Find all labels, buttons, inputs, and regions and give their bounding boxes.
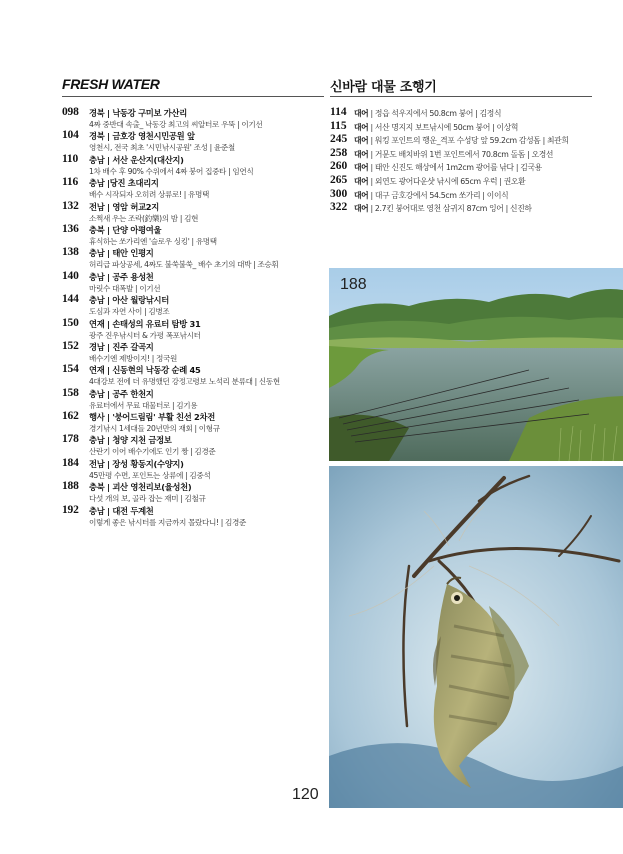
page-ref: 140 xyxy=(62,269,79,282)
page-ref: 184 xyxy=(62,456,79,469)
page-ref: 188 xyxy=(62,480,79,493)
section-title-big-fish: 신바람 대물 조행기 xyxy=(330,80,437,95)
toc-entry[interactable] xyxy=(62,410,324,433)
page-ref: 192 xyxy=(62,503,79,516)
category-label: 대어 xyxy=(354,204,369,214)
entry-subtitle: 광주 진우낚시터 & 가평 폭포낚시터 xyxy=(89,330,201,340)
toc-entry[interactable] xyxy=(62,340,324,363)
entry-heading: 경남 | 진주 갈곡지 xyxy=(89,341,154,352)
toc-entry[interactable] xyxy=(62,457,324,480)
report-text: | 거문도 배치바위 1번 포인트에서 70.8cm 돌돔 | 오경선 xyxy=(368,149,554,159)
report-row[interactable] xyxy=(330,160,600,174)
entry-subtitle: 마릿수 대폭발 | 이기선 xyxy=(89,283,161,293)
entry-subtitle: 이렇게 좋은 낚시터를 지금까지 몰랐다니! | 김경준 xyxy=(89,517,246,527)
entry-subtitle: 영천시, 전국 최초 '시민낚시공원' 조성 | 윤준철 xyxy=(89,143,235,153)
section-title-fresh-water: FRESH WATER xyxy=(62,76,160,92)
page-ref: 115 xyxy=(330,119,347,132)
toc-entry[interactable] xyxy=(62,270,324,293)
toc-entry[interactable] xyxy=(62,129,324,152)
entry-heading: 연재 | 신동현의 낙동강 순례 45 xyxy=(89,365,201,376)
page-ref: 258 xyxy=(330,146,348,159)
report-row[interactable] xyxy=(330,201,600,215)
report-row[interactable] xyxy=(330,106,600,120)
entry-heading: 충남 |당진 초대리지 xyxy=(89,178,159,189)
entry-subtitle: 유료터에서 무료 대물터로 | 김기용 xyxy=(89,400,198,410)
entry-heading: 충남 | 서산 운산지(대산지) xyxy=(89,154,184,165)
page-ref: 150 xyxy=(62,316,79,329)
toc-entries xyxy=(62,106,324,527)
page-ref: 132 xyxy=(62,199,79,212)
title-divider xyxy=(62,96,324,97)
entry-subtitle: 4짜 중반대 속출_ 낙동강 최고의 씨알터로 우뚝 | 이기선 xyxy=(89,120,263,129)
page-ref: 245 xyxy=(330,133,348,146)
page-ref: 138 xyxy=(62,246,79,259)
entry-subtitle: 1차 배수 후 90% 수위에서 4짜 붕어 집중타 | 임연식 xyxy=(89,166,254,176)
report-row[interactable] xyxy=(330,120,600,134)
entry-subtitle: 다섯 개의 보, 골라 잡는 재미 | 김철규 xyxy=(89,494,206,504)
bluegill-on-branch-image xyxy=(329,466,623,808)
reservoir-photo[interactable] xyxy=(329,268,623,461)
category-label: 대어 xyxy=(354,190,369,200)
toc-entry[interactable] xyxy=(62,504,324,527)
entry-heading: 전남 | 영암 허교2지 xyxy=(89,201,159,212)
category-label: 대어 xyxy=(354,163,369,173)
page-ref: 144 xyxy=(62,293,79,306)
page-ref: 116 xyxy=(62,176,79,189)
page-ref: 162 xyxy=(62,410,79,423)
toc-entry[interactable] xyxy=(62,200,324,223)
fish-photo[interactable] xyxy=(329,466,623,808)
report-row[interactable] xyxy=(330,174,600,188)
entry-subtitle: 4대강보 전에 더 유명했던 강정고령보 노석리 분류대 | 신동현 xyxy=(89,377,280,387)
toc-entry[interactable] xyxy=(62,246,324,269)
entry-heading: 충남 | 태안 인평지 xyxy=(89,248,154,259)
entry-heading: 충남 | 아산 월랑낚시터 xyxy=(89,295,169,306)
page-ref: 322 xyxy=(330,201,348,214)
report-text: | 워킹 포인트의 행운_격포 수성당 앞 59.2cm 감성돔 | 최관희 xyxy=(368,136,569,146)
entry-subtitle: 45만평 수면, 포인트는 상류에 | 김중석 xyxy=(89,470,211,480)
fresh-water-toc xyxy=(62,76,324,527)
toc-entry[interactable] xyxy=(62,363,324,386)
page-ref: 154 xyxy=(62,363,79,376)
entry-heading: 충남 | 공주 한천지 xyxy=(89,388,154,399)
page-ref: 152 xyxy=(62,339,79,352)
entry-heading: 충남 | 청양 지천 금정보 xyxy=(89,435,172,446)
page-ref: 110 xyxy=(62,152,79,165)
category-label: 대어 xyxy=(354,149,369,159)
toc-entry[interactable] xyxy=(62,106,324,129)
entry-subtitle: 소쩍새 우는 조락(釣樂)의 밤 | 김현 xyxy=(89,213,199,223)
report-row[interactable] xyxy=(330,147,600,161)
page-ref: 300 xyxy=(330,187,348,200)
page-ref: 098 xyxy=(62,106,79,118)
entry-heading: 충남 | 대전 두계천 xyxy=(89,505,154,516)
toc-entry[interactable] xyxy=(62,433,324,456)
reservoir-landscape-image xyxy=(329,268,623,461)
entry-heading: 연재 | 손태성의 유료터 탐방 31 xyxy=(89,318,201,329)
report-text: | 태안 신진도 해상에서 1m2cm 광어를 낚다 | 김국용 xyxy=(368,163,542,173)
entry-subtitle: 휴식하는 쏘가리엔 '슬로우 싱킹' | 유명택 xyxy=(89,236,217,246)
report-row[interactable] xyxy=(330,188,600,202)
report-text: | 대구 금호강에서 54.5cm 쏘가리 | 이이식 xyxy=(368,190,509,200)
category-label: 대어 xyxy=(354,176,369,186)
page-ref: 158 xyxy=(62,386,79,399)
toc-entry[interactable] xyxy=(62,317,324,340)
toc-entry[interactable] xyxy=(62,387,324,410)
entry-heading: 전남 | 장성 황동지(수양지) xyxy=(89,458,184,469)
report-text: | 서산 명지지 보트낚시에 50cm 붕어 | 이상혁 xyxy=(368,122,519,132)
category-label: 대어 xyxy=(354,136,369,146)
entry-heading: 충남 | 공주 용성천 xyxy=(89,271,154,282)
entry-subtitle: 배수기엔 제방이지! | 정국원 xyxy=(89,353,177,363)
page-ref: 114 xyxy=(330,106,347,118)
entry-subtitle: 경기낚시 1세대들 20년만의 재회 | 이형규 xyxy=(89,424,220,434)
photo-page-ref: 188 xyxy=(340,276,367,293)
toc-entry[interactable] xyxy=(62,480,324,503)
report-list xyxy=(330,106,600,215)
entry-subtitle: 허리급 파상공세, 4짜도 불쑥불쑥_ 배수 초기의 대박 | 조승휘 xyxy=(89,260,279,270)
big-fish-report-toc xyxy=(330,76,592,214)
entry-subtitle: 배수 시작되자 오히려 상류로! | 유명택 xyxy=(89,190,210,200)
report-text: | 2.7킨 붕어대로 영천 삼귀지 87cm 잉어 | 신진하 xyxy=(368,204,532,214)
report-row[interactable] xyxy=(330,133,600,147)
page-number: 120 xyxy=(292,786,319,803)
category-label: 대어 xyxy=(354,109,369,118)
toc-entry[interactable] xyxy=(62,153,324,176)
page-ref: 136 xyxy=(62,222,79,235)
page-ref: 260 xyxy=(330,160,348,173)
report-text: | 정읍 석우지에서 50.8cm 붕어 | 김정식 xyxy=(368,109,502,118)
entry-heading: 경북 | 금호강 영천시민공원 앞 xyxy=(89,131,195,142)
entry-subtitle: 도심과 자연 사이 | 김병조 xyxy=(89,307,170,317)
toc-entry[interactable] xyxy=(62,293,324,316)
page-ref: 178 xyxy=(62,433,79,446)
entry-heading: 행사 | '붕어드림림' 부활 친선 2차전 xyxy=(89,412,215,423)
page-ref: 265 xyxy=(330,173,348,186)
category-label: 대어 xyxy=(354,122,369,132)
toc-entry[interactable] xyxy=(62,223,324,246)
report-text: | 외연도 광어다운샷 낚시에 65cm 우럭 | 권오환 xyxy=(368,176,526,186)
toc-entry[interactable] xyxy=(62,176,324,199)
entry-subtitle: 산란기 이어 배수기에도 인기 짱 | 김경준 xyxy=(89,447,216,457)
entry-heading: 충북 | 괴산 영천리보(율성천) xyxy=(89,482,192,493)
page-ref: 104 xyxy=(62,129,79,142)
title-divider xyxy=(330,96,592,97)
entry-heading: 충북 | 단양 아평여울 xyxy=(89,224,162,235)
entry-heading: 경북 | 낙동강 구미보 가산리 xyxy=(89,108,187,118)
